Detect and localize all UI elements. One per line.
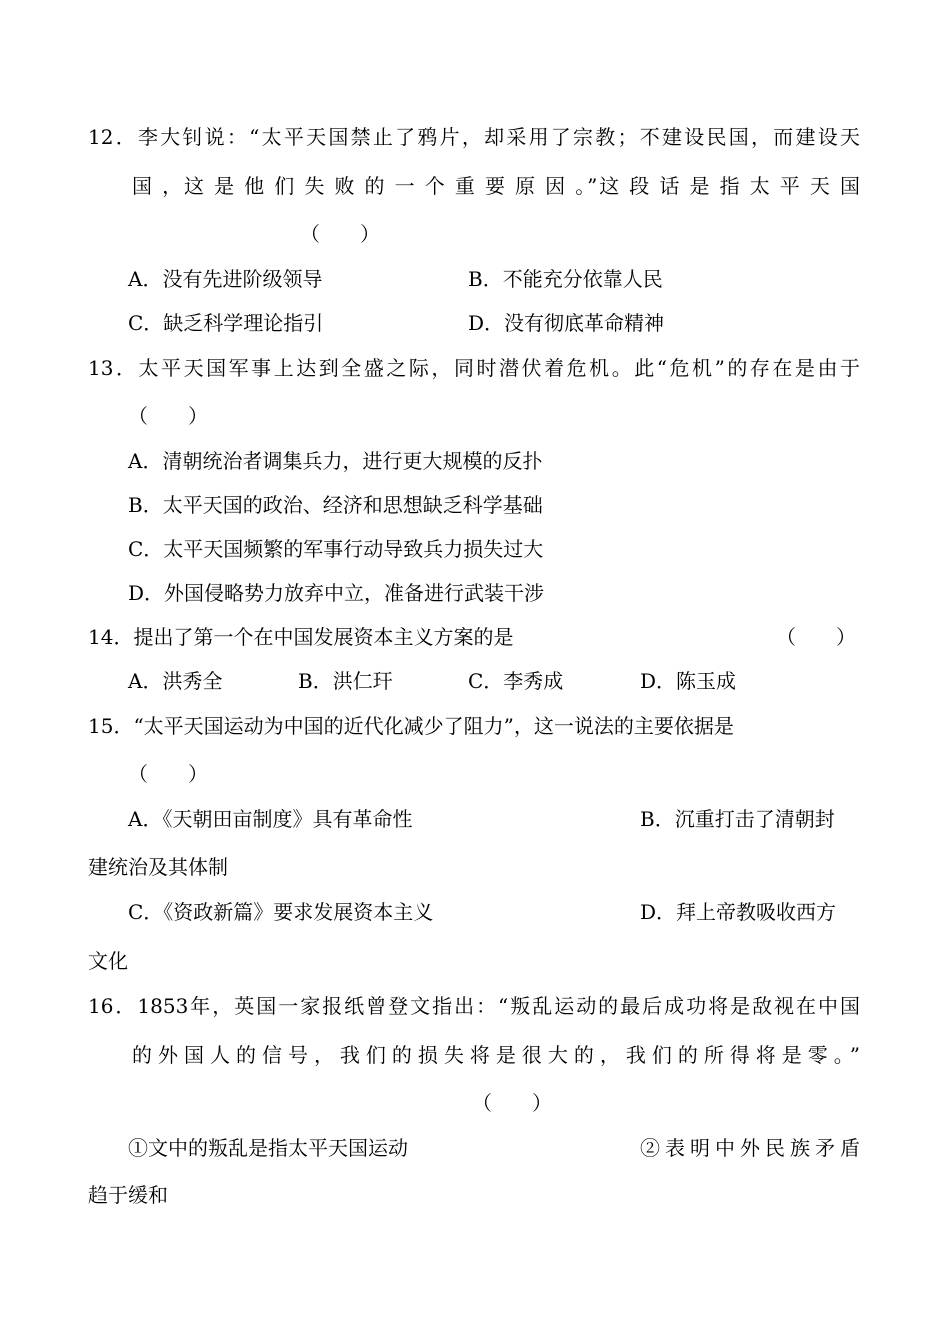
q12-answer-bracket: （ ） — [300, 222, 380, 246]
q12-option-b: B．不能充分依靠人民 — [468, 267, 663, 291]
q16-item-2-continuation: 趋于缓和 — [88, 1183, 168, 1207]
q14-answer-bracket: （ ） — [776, 625, 856, 649]
q14-stem: 14．提出了第一个在中国发展资本主义方案的是 — [88, 625, 514, 649]
q15-option-a: A．《天朝田亩制度》具有革命性 — [128, 807, 413, 831]
q12-stem-line2: 国 ，这 是 他 们 失 败 的 一 个 重 要 原 因 。”这 段 话 是 指 太 平 天 国 — [132, 174, 860, 198]
q14-option-b: B．洪仁玕 — [298, 669, 393, 693]
q13-option-a: A．清朝统治者调集兵力，进行更大规模的反扑 — [128, 449, 543, 473]
q12-option-d: D．没有彻底革命精神 — [468, 311, 665, 335]
q16-item-1: ①文中的叛乱是指太平天国运动 — [128, 1136, 408, 1160]
q15-option-d-continuation: 文化 — [88, 949, 128, 973]
q12-option-c: C．缺乏科学理论指引 — [128, 311, 324, 335]
q15-option-b: B．沉重打击了清朝封 — [640, 807, 835, 831]
q13-stem-line1: 13．太平天国军事上达到全盛之际，同时潜伏着危机。此“危机”的存在是由于 — [88, 356, 860, 380]
q14-option-d: D．陈玉成 — [640, 669, 737, 693]
q14-option-c: C．李秀成 — [468, 669, 564, 693]
q14-option-a: A．洪秀全 — [128, 669, 223, 693]
q15-option-b-continuation: 建统治及其体制 — [88, 855, 228, 879]
q16-stem-line2: 的外国人的信号，我们的损失将是很大的，我们的所得将是零。” — [132, 1043, 860, 1067]
q16-answer-bracket: （ ） — [472, 1091, 552, 1115]
q12-option-a: A．没有先进阶级领导 — [128, 267, 323, 291]
q13-option-c: C．太平天国频繁的军事行动导致兵力损失过大 — [128, 537, 544, 561]
q15-answer-bracket: （ ） — [128, 762, 208, 786]
q13-answer-bracket: （ ） — [128, 404, 208, 428]
q16-item-2: ②表明中外民族矛盾 — [640, 1136, 860, 1160]
q15-stem: 15．“太平天国运动为中国的近代化减少了阻力”，这一说法的主要依据是 — [88, 714, 734, 738]
q13-option-d: D．外国侵略势力放弃中立，准备进行武装干涉 — [128, 581, 545, 605]
q16-stem-line1: 16．1853年，英国一家报纸曾登文指出：“叛乱运动的最后成功将是敌视在中国 — [88, 994, 860, 1018]
q15-option-d: D．拜上帝教吸收西方 — [640, 900, 837, 924]
q13-option-b: B．太平天国的政治、经济和思想缺乏科学基础 — [128, 493, 543, 517]
q15-option-c: C．《资政新篇》要求发展资本主义 — [128, 900, 434, 924]
q12-stem-line1: 12．李大钊说：“太平天国禁止了鸦片，却采用了宗教；不建设民国，而建设天 — [88, 125, 860, 149]
